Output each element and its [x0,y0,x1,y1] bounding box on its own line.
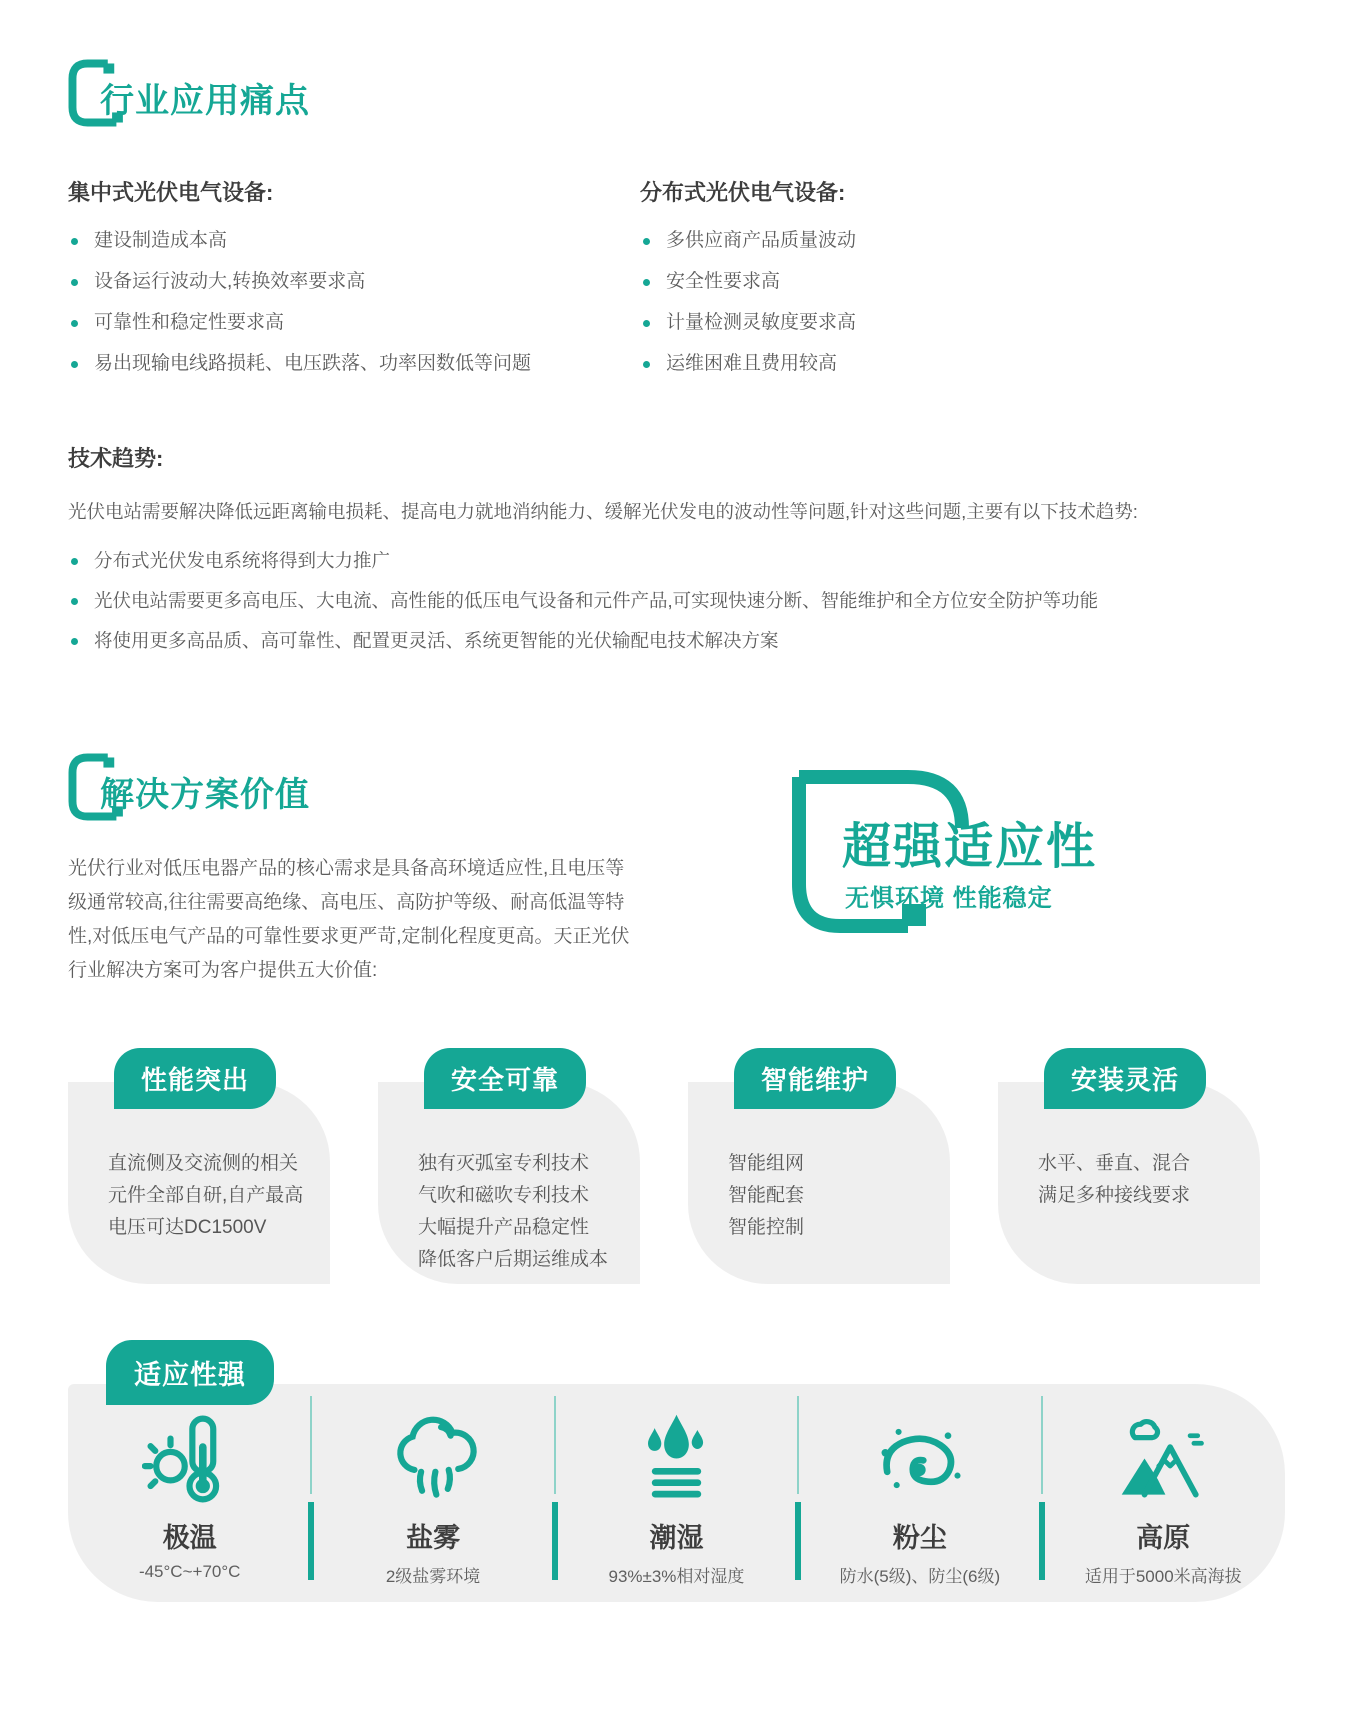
value-card-flexible-install [998,1048,1260,1284]
adaptability-section [68,1340,1285,1602]
value-card-smart-maintenance [688,1048,950,1284]
bullet-item: 将使用更多高品质、高可靠性、配置更灵活、系统更智能的光伏输配电技术解决方案 [68,629,1308,653]
adapt-item-desc: 适用于5000米高海拔 [1084,1567,1242,1586]
plateau-icon [1042,1408,1285,1508]
centralized-pv-bullet-list [68,229,640,376]
salt-fog-icon [311,1408,554,1508]
centralized-pv-heading: 集中式光伏电气设备: [68,180,274,205]
card-line: 直流侧及交流侧的相关 [108,1153,299,1174]
tech-trends-bullet-list [68,549,1308,653]
adapt-item-label: 高原 [1136,1523,1191,1553]
value-card-performance [68,1048,330,1284]
card-line: 大幅提升产品稳定性 [418,1217,590,1238]
callout-title: 超强适应性 [842,820,1098,874]
tech-trends-intro: 光伏电站需要解决降低远距离输电损耗、提高电力就地消纳能力、缓解光伏发电的波动性等问题,针对这些问题,主要有以下技术趋势: [68,501,1138,522]
adaptability-panel [68,1384,1285,1602]
card-line: 水平、垂直、混合 [1038,1153,1191,1174]
card-line: 降低客户后期运维成本 [418,1249,609,1270]
adapt-item-salt-fog [311,1408,554,1602]
adapt-item-label: 潮湿 [649,1523,704,1553]
value-card-safety [378,1048,640,1284]
card-body [998,1082,1260,1284]
card-line: 气吹和磁吹专利技术 [418,1185,590,1206]
adapt-item-label: 极温 [162,1523,217,1553]
adapt-item-desc: 93%±3%相对湿度 [608,1567,745,1586]
pain-section-title: 行业应用痛点 [100,82,310,120]
card-badge: 性能突出 [114,1048,276,1109]
bullet-item: 可靠性和稳定性要求高 [68,311,640,335]
bullet-item: 设备运行波动大,转换效率要求高 [68,270,640,294]
extreme-temperature-icon [68,1408,311,1508]
card-line: 智能配套 [728,1185,805,1206]
card-line: 满足多种接线要求 [1038,1185,1191,1206]
bullet-item: 多供应商产品质量波动 [640,229,1248,253]
bullet-item: 建设制造成本高 [68,229,640,253]
adaptability-callout [790,768,1210,948]
card-line: 智能组网 [728,1153,805,1174]
tech-trends-section [68,442,1308,669]
bullet-item: 计量检测灵敏度要求高 [640,311,1248,335]
card-body [688,1082,950,1284]
centralized-pv-column [68,176,640,393]
adapt-item-dust [798,1408,1041,1602]
card-body [378,1082,640,1284]
tech-trends-heading: 技术趋势: [68,446,164,471]
pain-section-header [66,56,486,136]
bullet-item: 安全性要求高 [640,270,1248,294]
adapt-item-label: 盐雾 [406,1523,461,1553]
bullet-item: 运维困难且费用较高 [640,352,1248,376]
adaptability-badge: 适应性强 [106,1340,274,1405]
value-cards [68,1048,1260,1284]
adaptability-items [68,1408,1285,1602]
card-badge: 安装灵活 [1044,1048,1206,1109]
adapt-item-plateau [1042,1408,1285,1602]
bullet-item: 分布式光伏发电系统将得到大力推广 [68,549,1308,573]
humidity-icon [555,1408,798,1508]
distributed-pv-heading: 分布式光伏电气设备: [640,180,846,205]
card-line: 元件全部自研,自产最高 [108,1185,304,1206]
card-badge: 智能维护 [734,1048,896,1109]
callout-subtitle: 无惧环境 性能稳定 [845,885,1053,912]
adapt-item-humidity [555,1408,798,1602]
pain-columns [68,176,1248,393]
card-badge: 安全可靠 [424,1048,586,1109]
distributed-pv-bullet-list [640,229,1248,376]
adapt-item-desc: -45°C~+70°C [138,1562,241,1581]
adapt-item-label: 粉尘 [892,1523,947,1553]
distributed-pv-column [640,176,1248,393]
adapt-item-desc: 防水(5级)、防尘(6级) [839,1567,1001,1586]
adapt-item-extreme-temperature [68,1408,311,1602]
card-line: 独有灭弧室专利技术 [418,1153,590,1174]
bullet-item: 易出现输电线路损耗、电压跌落、功率因数低等问题 [68,352,640,376]
card-body [68,1082,330,1284]
bullet-item: 光伏电站需要更多高电压、大电流、高性能的低压电气设备和元件产品,可实现快速分断、智能维护和全方位安全防护等功能 [68,589,1308,613]
card-line: 智能控制 [728,1217,805,1238]
value-section-header [66,750,486,830]
card-line: 电压可达DC1500V [108,1217,267,1238]
adapt-item-desc: 2级盐雾环境 [385,1567,481,1586]
value-paragraph: 光伏行业对低压电器产品的核心需求是具备高环境适应性,且电压等级通常较高,往往需要高绝缘、高电压、高防护等级、耐高低温等特性,对低压电气产品的可靠性要求更严苛,定制化程度更高。天正光伏行业解决方案可为客户提供五大价值: [68,858,630,981]
value-section-title: 解决方案价值 [100,776,310,814]
dust-icon [798,1408,1041,1508]
